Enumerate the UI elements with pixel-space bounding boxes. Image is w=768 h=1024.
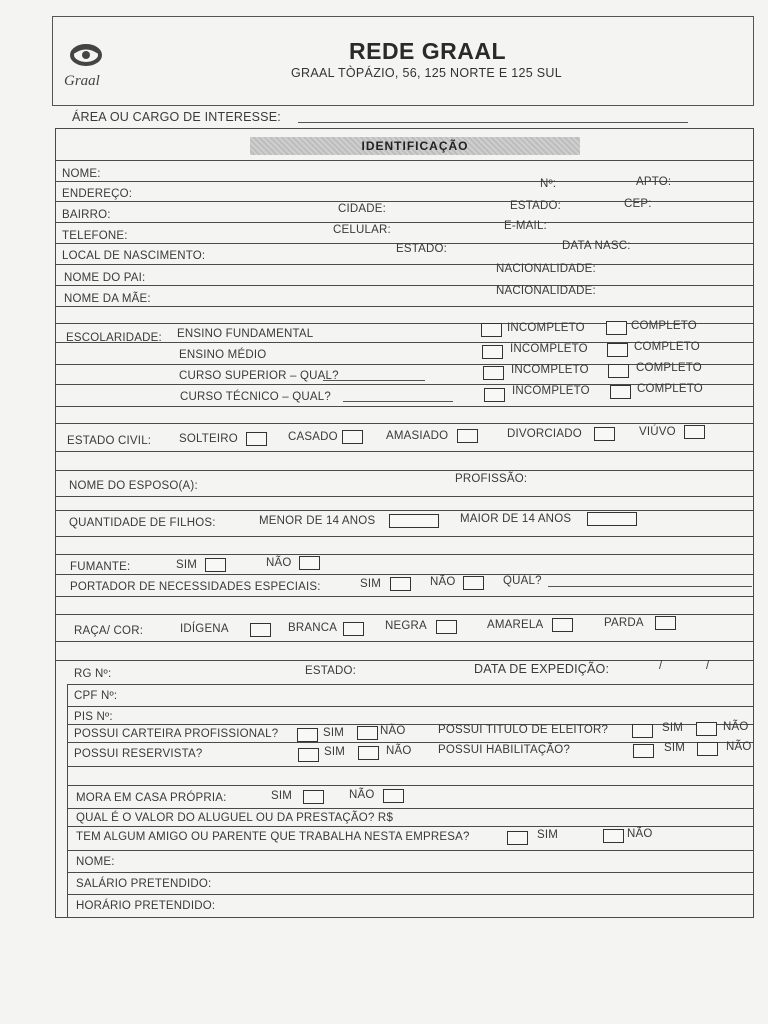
fumante-label: FUMANTE: — [70, 561, 131, 573]
rg-label: RG Nº: — [74, 668, 112, 680]
amasiado-checkbox[interactable] — [457, 429, 478, 443]
curso-sup-incompleto-checkbox[interactable] — [483, 366, 504, 380]
menor14-field[interactable] — [389, 514, 439, 528]
curso-sup-field[interactable] — [323, 380, 425, 381]
curso-tec-completo-label: COMPLETO — [637, 383, 703, 395]
curso-sup-completo-checkbox[interactable] — [608, 364, 629, 378]
ensino-medio-completo-label: COMPLETO — [634, 341, 700, 353]
graal-logo-icon — [66, 42, 106, 70]
amigo-sim-label: SIM — [537, 829, 559, 841]
apto-label: APTO: — [636, 176, 672, 188]
curso-sup-completo-label: COMPLETO — [636, 362, 702, 374]
habilitacao-sim-checkbox[interactable] — [633, 744, 654, 758]
menor14-label: MENOR DE 14 ANOS — [259, 515, 376, 527]
curso-sup-incompleto-label: INCOMPLETO — [511, 364, 589, 376]
reservista-label: POSSUI RESERVISTA? — [74, 748, 203, 760]
ensino-fund-label: ENSINO FUNDAMENTAL — [177, 328, 314, 340]
mae-label: NOME DA MÃE: — [64, 293, 151, 305]
amigo-nao-checkbox[interactable] — [603, 829, 624, 843]
endereco-label: ENDEREÇO: — [62, 188, 133, 200]
portador-sim-label: SIM — [360, 578, 382, 590]
nacionalidade-label: NACIONALIDADE: — [496, 263, 596, 275]
carteira-sim-label: SIM — [323, 727, 345, 739]
curso-sup-label: CURSO SUPERIOR – QUAL? — [179, 370, 339, 382]
habilitacao-nao-checkbox[interactable] — [697, 742, 718, 756]
interest-label: ÁREA OU CARGO DE INTERESSE: — [72, 110, 281, 124]
divorciado-label: DIVORCIADO — [507, 428, 582, 440]
amasiado-label: AMASIADO — [386, 430, 449, 442]
maior14-label: MAIOR DE 14 ANOS — [460, 513, 572, 525]
portador-qual-label: QUAL? — [503, 575, 542, 587]
titulo-sim-checkbox[interactable] — [632, 724, 653, 738]
negra-checkbox[interactable] — [436, 620, 457, 634]
habilitacao-sim-label: SIM — [664, 742, 686, 754]
amarela-label: AMARELA — [487, 619, 544, 631]
celular-label: CELULAR: — [333, 224, 391, 236]
parda-label: PARDA — [604, 617, 644, 629]
divorciado-checkbox[interactable] — [594, 427, 615, 441]
estado-civil-label: ESTADO CIVIL: — [67, 435, 152, 447]
curso-tec-incompleto-checkbox[interactable] — [484, 388, 505, 402]
habilitacao-label: POSSUI HABILITAÇÃO? — [438, 744, 571, 756]
date-slash-2: / — [706, 660, 710, 672]
section-title: IDENTIFICAÇÃO — [250, 137, 580, 155]
estado3-label: ESTADO: — [305, 665, 357, 677]
ensino-fund-incompleto-label: INCOMPLETO — [507, 322, 585, 334]
amigo-nao-label: NÃO — [627, 828, 653, 840]
negra-label: NEGRA — [385, 620, 427, 632]
casado-label: CASADO — [288, 431, 338, 443]
curso-tec-incompleto-label: INCOMPLETO — [512, 385, 590, 397]
cpf-label: CPF Nº: — [74, 690, 118, 702]
viuvo-label: VIÚVO — [639, 426, 676, 438]
portador-nao-checkbox[interactable] — [463, 576, 484, 590]
form-title: REDE GRAAL — [349, 38, 507, 64]
curso-tec-label: CURSO TÉCNICO – QUAL? — [180, 391, 331, 403]
titulo-label: POSSUI TITULO DE ELEITOR? — [438, 724, 609, 736]
bairro-label: BAIRRO: — [62, 209, 111, 221]
form-address: GRAAL TÒPÁZIO, 56, 125 NORTE E 125 SUL — [291, 66, 563, 80]
data-nasc-label: DATA NASC: — [562, 240, 631, 252]
amigo-sim-checkbox[interactable] — [507, 831, 528, 845]
data-exp-label: DATA DE EXPEDIÇÃO: — [474, 662, 610, 676]
pai-label: NOME DO PAI: — [64, 272, 146, 284]
indigena-label: IDÍGENA — [180, 623, 229, 635]
fumante-sim-label: SIM — [176, 559, 198, 571]
reservista-nao-label: NÃO — [386, 745, 412, 757]
aluguel-label: QUAL É O VALOR DO ALUGUEL OU DA PRESTAÇÃO? R$ — [76, 812, 394, 824]
carteira-nao-checkbox[interactable] — [357, 726, 378, 740]
curso-tec-field[interactable] — [343, 401, 453, 402]
fumante-sim-checkbox[interactable] — [205, 558, 226, 572]
casa-sim-checkbox[interactable] — [303, 790, 324, 804]
estado-label: ESTADO: — [510, 200, 562, 212]
indigena-checkbox[interactable] — [250, 623, 271, 637]
reservista-nao-checkbox[interactable] — [358, 746, 379, 760]
casa-nao-label: NÃO — [349, 789, 375, 801]
reservista-sim-checkbox[interactable] — [298, 748, 319, 762]
salario-label: SALÁRIO PRETENDIDO: — [76, 878, 212, 890]
maior14-field[interactable] — [587, 512, 637, 526]
ensino-fund-completo-label: COMPLETO — [631, 320, 697, 332]
escolaridade-label: ESCOLARIDADE: — [66, 332, 162, 344]
curso-tec-completo-checkbox[interactable] — [610, 385, 631, 399]
carteira-nao-label: NÃO — [380, 725, 406, 737]
email-label: E-MAIL: — [504, 220, 547, 232]
titulo-nao-checkbox[interactable] — [696, 722, 717, 736]
portador-nao-label: NÃO — [430, 576, 456, 588]
pis-label: PIS Nº: — [74, 711, 113, 723]
parda-checkbox[interactable] — [655, 616, 676, 630]
nome-label: NOME: — [62, 168, 101, 180]
cep-label: CEP: — [624, 198, 652, 210]
ensino-medio-incompleto-label: INCOMPLETO — [510, 343, 588, 355]
estado2-label: ESTADO: — [396, 243, 448, 255]
solteiro-checkbox[interactable] — [246, 432, 267, 446]
portador-label: PORTADOR DE NECESSIDADES ESPECIAIS: — [70, 581, 321, 593]
habilitacao-nao-label: NÃO — [726, 741, 752, 753]
ensino-fund-incompleto-checkbox[interactable] — [481, 323, 502, 337]
nome2-label: NOME: — [76, 856, 115, 868]
portador-qual-field[interactable] — [548, 586, 752, 587]
solteiro-label: SOLTEIRO — [179, 433, 238, 445]
carteira-label: POSSUI CARTEIRA PROFISSIONAL? — [74, 728, 279, 740]
casa-nao-checkbox[interactable] — [383, 789, 404, 803]
fumante-nao-label: NÃO — [266, 557, 292, 569]
local-nasc-label: LOCAL DE NASCIMENTO: — [62, 250, 206, 262]
numero-label: Nº: — [540, 178, 557, 190]
ensino-medio-completo-checkbox[interactable] — [607, 343, 628, 357]
cidade-label: CIDADE: — [338, 203, 387, 215]
casado-checkbox[interactable] — [342, 430, 363, 444]
date-slash-1: / — [659, 660, 663, 672]
profissao-label: PROFISSÃO: — [455, 473, 528, 485]
interest-field[interactable] — [298, 122, 688, 123]
nacionalidade2-label: NACIONALIDADE: — [496, 285, 596, 297]
branca-checkbox[interactable] — [343, 622, 364, 636]
horario-label: HORÁRIO PRETENDIDO: — [76, 900, 216, 912]
titulo-nao-label: NÃO — [723, 721, 749, 733]
logo-text: Graal — [64, 73, 100, 89]
portador-sim-checkbox[interactable] — [390, 577, 411, 591]
casa-sim-label: SIM — [271, 790, 293, 802]
esposo-label: NOME DO ESPOSO(A): — [69, 480, 198, 492]
ensino-fund-completo-checkbox[interactable] — [606, 321, 627, 335]
amigo-label: TEM ALGUM AMIGO OU PARENTE QUE TRABALHA NESTA EMPRESA? — [76, 831, 470, 843]
branca-label: BRANCA — [288, 622, 338, 634]
titulo-sim-label: SIM — [662, 722, 684, 734]
raca-label: RAÇA/ COR: — [74, 625, 144, 637]
amarela-checkbox[interactable] — [552, 618, 573, 632]
qtd-filhos-label: QUANTIDADE DE FILHOS: — [69, 517, 216, 529]
casa-propria-label: MORA EM CASA PRÓPRIA: — [76, 792, 227, 804]
viuvo-checkbox[interactable] — [684, 425, 705, 439]
telefone-label: TELEFONE: — [62, 230, 128, 242]
ensino-medio-incompleto-checkbox[interactable] — [482, 345, 503, 359]
carteira-sim-checkbox[interactable] — [297, 728, 318, 742]
fumante-nao-checkbox[interactable] — [299, 556, 320, 570]
ensino-medio-label: ENSINO MÉDIO — [179, 349, 267, 361]
reservista-sim-label: SIM — [324, 746, 346, 758]
